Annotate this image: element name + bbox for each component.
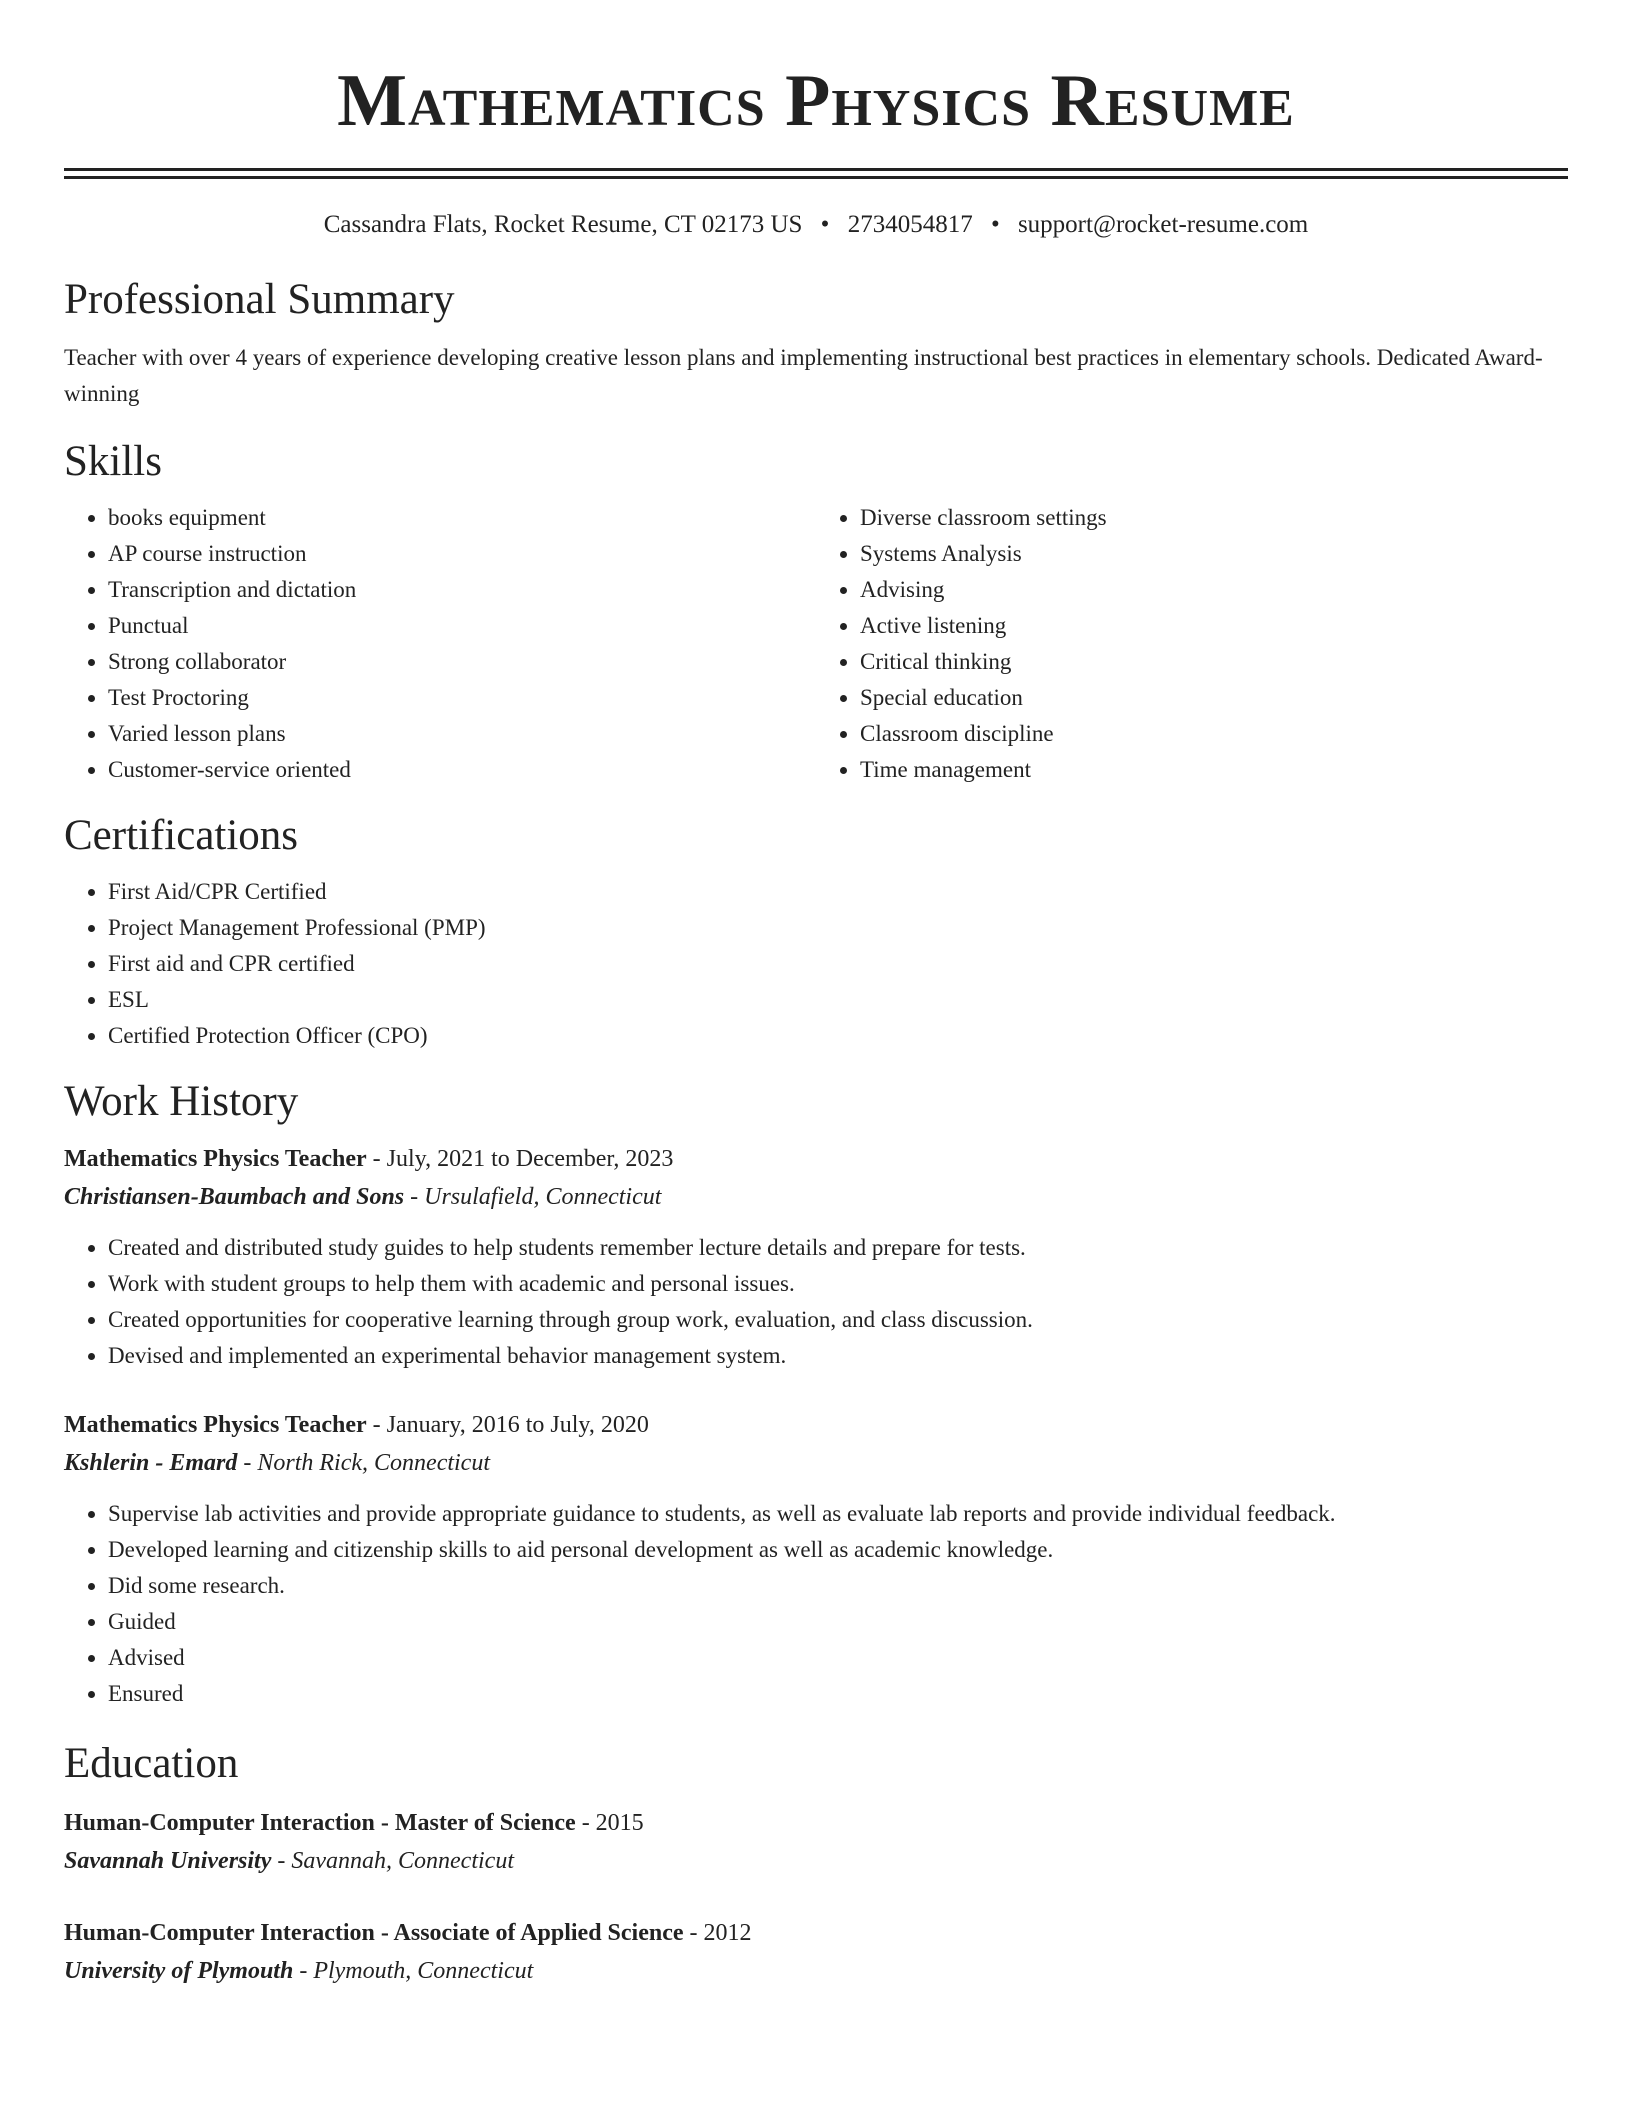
skill-item: • Critical thinking [860,644,1568,680]
skill-item: • Systems Analysis [860,536,1568,572]
job-location: - Ursulafield, Connecticut [404,1184,662,1210]
certification-item: • First aid and CPR certified [108,946,1568,982]
job-bullet: • Created and distributed study guides to help students remember lecture details and prepare for tests. [108,1230,1568,1266]
job-bullet: • Devised and implemented an experimental behavior management system. [108,1338,1568,1374]
job-bullets [64,1230,1568,1374]
job-company-line [64,1444,1568,1482]
education-location: - Plymouth, Connecticut [293,1958,534,1984]
job-bullet: • Supervise lab activities and provide appropriate guidance to students, as well as evaluate lab reports and provide individual feedback. [108,1496,1568,1532]
education-school: Savannah University [64,1848,272,1874]
job-company-line [64,1178,1568,1216]
job-bullet: • Created opportunities for cooperative learning through group work, evaluation, and class discussion. [108,1302,1568,1338]
skill-item: • Classroom discipline [860,716,1568,752]
contact-phone: 2734054817 [847,211,973,238]
skill-item: • Advising [860,572,1568,608]
summary-heading: Professional Summary [64,276,455,323]
page-title: Mathematics Physics Resume [337,60,1295,142]
education-header [64,1914,1568,1952]
education-school-line [64,1842,1568,1880]
bullet-separator: • [990,211,1000,238]
contact-email: support@rocket-resume.com [1017,211,1309,238]
education-header [64,1804,1568,1842]
contact-address: Cassandra Flats, Rocket Resume, CT 02173 US [323,211,803,238]
skill-item: • Time management [860,752,1568,788]
title-divider [64,168,1568,179]
education-entry [64,1804,1568,1880]
job-role: Mathematics Physics Teacher [64,1146,367,1172]
education-entry [64,1914,1568,1990]
education-year: - 2012 [683,1920,752,1946]
job-dates: - July, 2021 to December, 2023 [366,1146,674,1172]
certification-item: • ESL [108,982,1568,1018]
work-history-heading: Work History [64,1078,299,1125]
education-degree: Human-Computer Interaction - Master of Science [64,1810,576,1836]
job-company: Christiansen-Baumbach and Sons [64,1184,405,1210]
skills-list-right [816,500,1568,788]
skill-item: • Test Proctoring [108,680,816,716]
certifications-heading: Certifications [64,812,299,859]
skill-item: • Transcription and dictation [108,572,816,608]
job-bullets [64,1496,1568,1712]
skills-heading: Skills [64,438,162,485]
bullet-separator: • [820,211,830,238]
skill-item: • Customer-service oriented [108,752,816,788]
skill-item: • AP course instruction [108,536,816,572]
skill-item: • Diverse classroom settings [860,500,1568,536]
certification-item: • First Aid/CPR Certified [108,874,1568,910]
job-entry [64,1140,1568,1374]
education-location: - Savannah, Connecticut [271,1848,514,1874]
job-bullet: • Ensured [108,1676,1568,1712]
job-bullet: • Work with student groups to help them with academic and personal issues. [108,1266,1568,1302]
summary-text: Teacher with over 4 years of experience developing creative lesson plans and implementing instructional best practices in elementary schools. Dedicated Award-winning [64,345,1543,406]
skill-item: • Active listening [860,608,1568,644]
job-bullet: • Guided [108,1604,1568,1640]
skill-item: • Special education [860,680,1568,716]
skills-list-left [64,500,816,788]
certification-item: • Certified Protection Officer (CPO) [108,1018,1568,1054]
education-school: University of Plymouth [64,1958,294,1984]
certifications-list [64,874,1568,1054]
education-year: - 2015 [575,1810,644,1836]
job-location: - North Rick, Connecticut [237,1450,490,1476]
job-bullet: • Advised [108,1640,1568,1676]
job-bullet: • Did some research. [108,1568,1568,1604]
skill-item: • books equipment [108,500,816,536]
job-dates: - January, 2016 to July, 2020 [366,1412,649,1438]
certification-item: • Project Management Professional (PMP) [108,910,1568,946]
job-entry [64,1406,1568,1712]
job-header [64,1140,1568,1178]
education-degree: Human-Computer Interaction - Associate of Applied Science [64,1920,684,1946]
education-school-line [64,1952,1568,1990]
skill-item: • Punctual [108,608,816,644]
skill-item: • Strong collaborator [108,644,816,680]
skills-grid [64,500,1568,788]
skill-item: • Varied lesson plans [108,716,816,752]
education-heading: Education [64,1740,239,1787]
contact-line [64,209,1568,241]
job-role: Mathematics Physics Teacher [64,1412,367,1438]
job-company: Kshlerin - Emard [64,1450,238,1476]
job-header [64,1406,1568,1444]
job-bullet: • Developed learning and citizenship skills to aid personal development as well as academic knowledge. [108,1532,1568,1568]
